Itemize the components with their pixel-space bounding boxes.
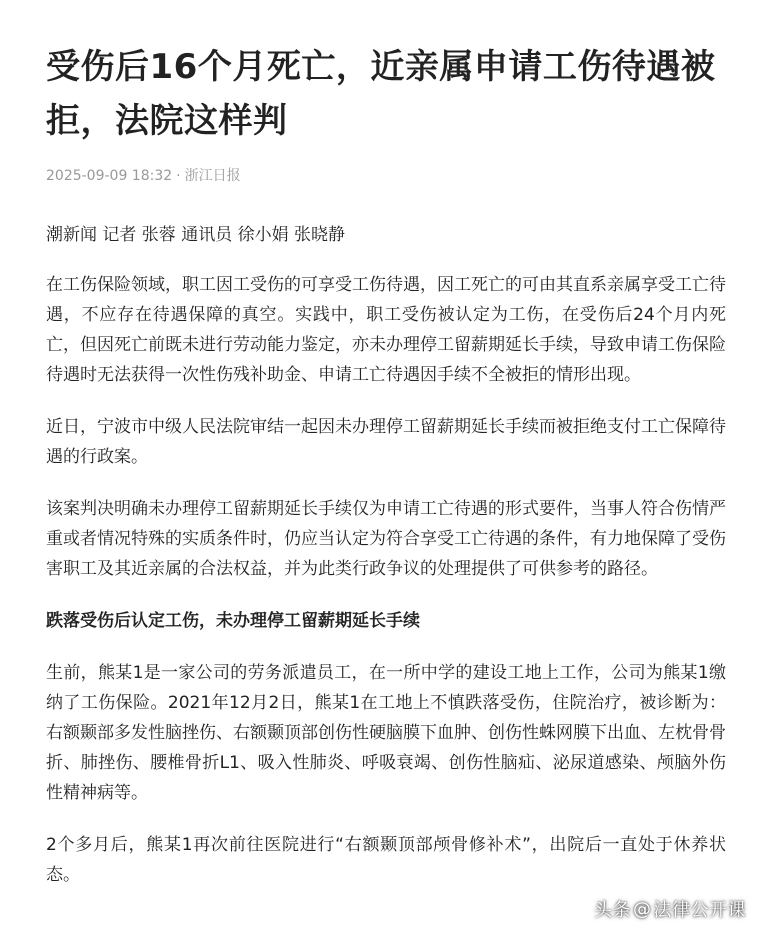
watermark-prefix: 头条 bbox=[594, 900, 631, 921]
paragraph-4: 生前，熊某1是一家公司的劳务派遣员工，在一所中学的建设工地上工作，公司为熊某1缴纳了工伤保险。2021年12月2日，熊某1在工地上不慎跌落受伤，住院治疗，被诊断为：右额颞部多发性脑挫伤、右额颞顶部创伤性硬脑膜下血肿、创伤性蛛网膜下出血、左枕骨骨折、肺挫伤、腰椎骨折L1、吸入性肺炎、呼吸衰竭、创伤性脑疝、泌尿道感染、颅脑外伤性精神病等。 bbox=[46, 663, 726, 803]
watermark-account: 法律公开课 bbox=[653, 900, 746, 921]
toutiao-watermark bbox=[594, 896, 746, 922]
meta-separator: · bbox=[176, 168, 181, 184]
paragraph-2: 近日，宁波市中级人民法院审结一起因未办理停工留薪期延长手续而被拒绝支付工亡保障待遇的行政案。 bbox=[46, 417, 726, 467]
section-subheading: 跌落受伤后认定工伤，未办理停工留薪期延长手续 bbox=[46, 611, 420, 631]
source-link[interactable]: 浙江日报 bbox=[184, 168, 241, 184]
byline: 潮新闻 记者 张蓉 通讯员 徐小娟 张晓静 bbox=[46, 225, 346, 245]
paragraph-5: 2个多月后，熊某1再次前往医院进行“右额颞顶部颅骨修补术”，出院后一直处于休养状态。 bbox=[46, 835, 726, 885]
article bbox=[46, 0, 726, 890]
article-meta bbox=[46, 166, 726, 186]
paragraph-3: 该案判决明确未办理停工留薪期延长手续仅为申请工亡待遇的形式要件，当事人符合伤情严重或者情况特殊的实质条件时，仍应当认定为符合享受工亡待遇的条件，有力地保障了受伤害职工及其近亲属的合法权益，并为此类行政争议的处理提供了可供参考的路径。 bbox=[46, 499, 726, 579]
paragraph-1: 在工伤保险领域，职工因工受伤的可享受工伤待遇，因工死亡的可由其直系亲属享受工亡待遇，不应存在待遇保障的真空。实践中，职工受伤被认定为工伤，在受伤后24个月内死亡，但因死亡前既未进行劳动能力鉴定，亦未办理停工留薪期延长手续，导致申请工伤保险待遇时无法获得一次性伤残补助金、申请工亡待遇因手续不全被拒的情形出现。 bbox=[46, 275, 726, 385]
publish-date: 2025-09-09 18:32 bbox=[46, 168, 173, 184]
watermark-at: @ bbox=[633, 898, 652, 920]
article-title: 受伤后16个月死亡，近亲属申请工伤待遇被拒，法院这样判 bbox=[46, 47, 716, 141]
